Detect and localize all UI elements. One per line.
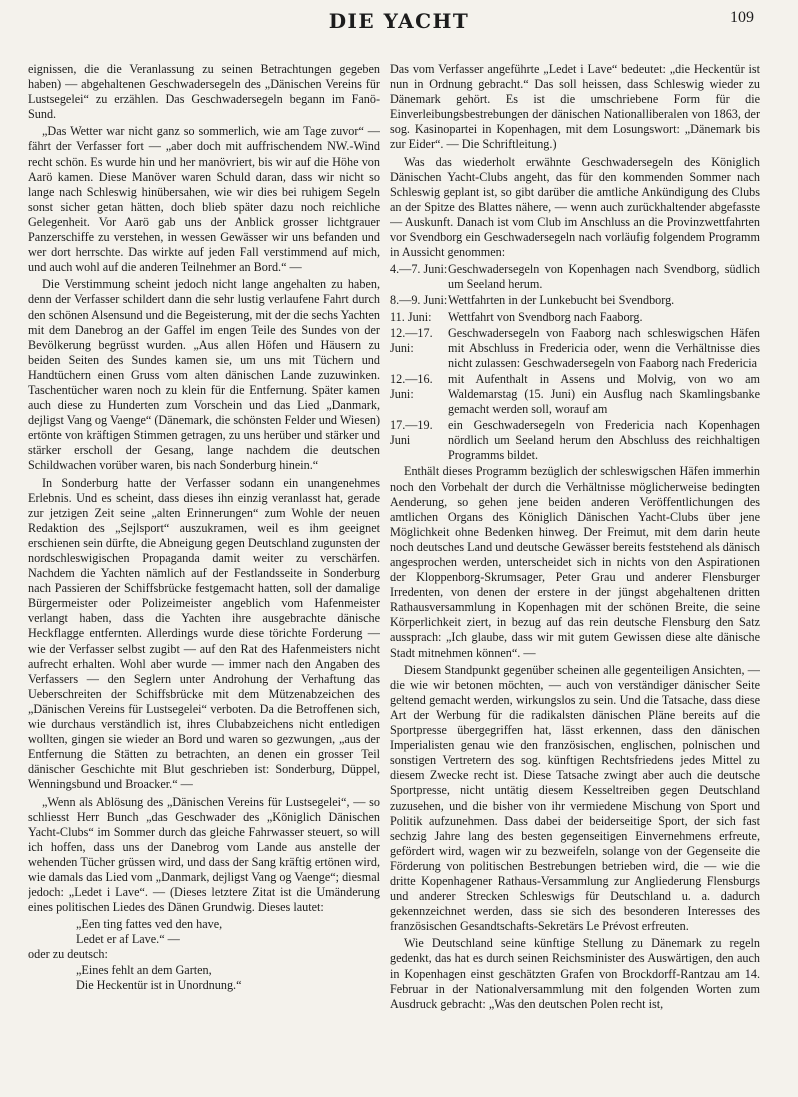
programme-text: Geschwadersegeln von Faaborg nach schleswigschen Häfen mit Abschluss in Fredericia oder, wenn die Verhältnisse dies nicht zulassen: Geschwadersegeln von Faaborg nach Fredericia bbox=[448, 325, 760, 370]
page-number: 109 bbox=[730, 9, 754, 26]
verse-line: „Een ting fattes ved den have, bbox=[76, 917, 223, 932]
programme-text: Wettfahrt von Svendborg nach Faaborg. bbox=[448, 309, 643, 324]
programme-date: 12.—16. Juni: bbox=[390, 371, 433, 401]
verse-line: „Eines fehlt an dem Garten, bbox=[76, 962, 212, 977]
programme-text: Wettfahrten in der Lunkebucht bei Svendborg. bbox=[448, 293, 675, 308]
programme-item bbox=[390, 262, 760, 292]
paragraph: Wie Deutschland seine künftige Stellung zu Dänemark zu regeln gedenkt, das hat es durch seinen Reichsminister des Auswärtigen, den auch in Kopenhagen einst geschätzten Grafen von Brockdorff-Rantzau am 14. Februar in der Nationalversammlung mit den folgenden Worten zum Ausdruck gebracht: „Was den deutschen Polen recht ist, bbox=[390, 936, 760, 1011]
left-column bbox=[28, 62, 380, 1083]
paragraph: In Sonderburg hatte der Verfasser sodann ein unangenehmes Erlebnis. Und es scheint, dass dieses ihn einzig veranlasst hat, gerade zur jetzigen Zeit seine „alten Erinnerungen“ zum Wohle der neuen Redaktion des „Sejlsport“ auszukramen, weil es ihm geeignet erschienen sein dürfte, die Abneigung gegen Deutschland zugunsten der nordschleswigischen Propaganda damit weiter zu verschärfen. Nachdem die Yachten nämlich auf der Festlandsseite in Sonderburg nach Passieren der Schiffsbrücke festgemacht hatten, soll der damalige Bürgermeister oder Polizeimeister angeblich vom Hafenmeister verlangt haben, dass die Yachten ihre ausgebrachte dänische Heckflagge entfernten. Allerdings wurde diese törichte Forderung — wie der Verfasser selbst zugibt — auf den Rat des Hafenmeisters nicht aufrecht erhalten. Wohl aber wurde — immer nach den Angaben des Verfassers — den Seglern unter Androhung der Verhaftung das Ueberschreiten der Schiffsbrücke mit dem Mützenabzeichen des „Dänischen Vereins für Lustsegelei“ verboten. Da die Betroffenen sich, wie durchaus verständlich ist, ihres Clubabzeichens nicht entledigen wollten, gingen sie wieder an Bord und waren so gezwungen, „aus der Entfernung die Stätten zu betrachten, an denen ein grosser Teil dänischer Geschichte mit Blut geschrieben ist: Sonderburg, Düppel, Wenningsbund und Broacker.“ — bbox=[28, 475, 380, 792]
paragraph: Enthält dieses Programm bezüglich der schleswigschen Häfen immerhin noch den Vorbehalt der durch die Verhältnisse möglicherweise bedingten Aenderung, so gehen jene beiden anderen Veröffentlichungen des amtlichen Organs des Königlich Dänischen Yacht-Clubs über jene Möglichkeit ohne Bedenken hinweg. Der Freimut, mit dem darin heute noch deutsches Land und deutsche Gewässer bereits feststehend als dänisch angesprochen werden, unterscheidet sich in nichts von den Aspirationen der Kloppenborg-Skrumsager, Peter Grau und anderer Flensburger Irredenten, von denen der erstere in der jüngst abgehaltenen dritten Rathausversammlung in Kopenhagen mit der schönen Breite, die seine Körperlichkeit ziert, in bezug auf das rein deutsche Flensburg den Satz aussprach: „Ich glaube, dass wir mit gutem Gewissen diese alte dänische Stadt mitnehmen können“. — bbox=[390, 464, 760, 660]
programme-item bbox=[390, 372, 760, 417]
programme-date: 8.—9. Juni: bbox=[390, 293, 448, 308]
paragraph: Diesem Standpunkt gegenüber scheinen alle gegenteiligen Ansichten, — die wie wir betonen möchten, — auch von verständiger dänischer Seite geltend gemacht werden, wirkungslos zu sein. Und die Tatsache, dass diese Art der Werbung für die radikalsten dänischen Pläne bereits auf die Sportpresse übergegriffen hat, lässt erkennen, dass den dänischen Imperialisten genau wie den französischen, englischen, polnischen und sonstigen Vertretern des sog. künftigen Rechtsfriedens jedes Mittel zu diesem Zwecke recht ist. Diese Tatsache zwingt aber auch die deutsche Sportpresse, nicht untätig diesem Kesseltreiben gegen Deutschland zuzusehen, und die bisher von ihr vermiedene Mischung von Sport und Politik aufzunehmen. Dass dabei der beiderseitige Sport, der sich fast sechzig Jahre lang des besten gegenseitigen Einvernehmens erfreute, gefördert wird, wagen wir zu bezweifeln, solange von der Gegenseite die Förderung von politischen Bestrebungen betrieben wird, die — wie die dritte Kopenhagener Rathaus-Versammlung zur Angliederung Flensburgs und anderer Strecken Schleswigs für Deutschland u. a. dadurch gekennzeichnet werden, dass sie sich des besonderen Interesses des französischen Gesandtschafts-Sekretärs Le Prévost erfreuten. bbox=[390, 662, 760, 934]
journal-title: DIE YACHT bbox=[328, 9, 470, 33]
programme-text: Geschwadersegeln von Kopenhagen nach Svendborg, südlich um Seeland herum. bbox=[448, 262, 760, 292]
programme-date: 17.—19. Juni bbox=[390, 418, 433, 448]
paragraph: Die Verstimmung scheint jedoch nicht lange angehalten zu haben, denn der Verfasser schildert dann die sehr lustig verlaufene Fahrt durch den schönen Alsensund und die Begeisterung, mit der die sechs Yachten mit dem Danebrog an der Gaffel im engen Teile des Sundes von der Bevölkerung begrüsst wurden. „Aus allen Höfen und Häusern zu beiden Seiten des Sundes kamen sie, um uns mit Tüchern und Handtüchern einen Gruss vom alten dänischen Lande zuzuwinken. Taschentücher waren noch zu klein für die Entfernung. Später kamen auch diese zu Hunderten zum Vorschein und das Lied „Danmark, dejligst Vang og Vaenge“ (Dänemark, die schönsten Felder und Wiesen) ertönte von kräftigen Stimmen getragen, zu uns herüber und stärker und stärker erscholl der Gesang, lange nachdem die deutschen Schildwachen vorüber waren, bis nach Sonderburg hinein.“ bbox=[28, 277, 380, 473]
verse-line: Die Heckentür ist in Unordnung.“ bbox=[76, 977, 242, 992]
paragraph: „Das Wetter war nicht ganz so sommerlich, wie am Tage zuvor“ — fährt der Verfasser fort — „aber doch mit auffrischendem NW.-Wind recht schön. Es wurde hin und her manövriert, bis wir auf die Höhe von Aarö kamen. Diese Manöver waren Schuld daran, dass wir nicht so lange nach Schleswig hinübersahen, wie wir dies bei ruhigem Segeln sonst sicher getan hätten, doch blieb später dazu noch reichliche Gelegenheit. Vor Aarö gab uns der Anblick grosser lichtgrauer Panzerschiffe zu verstehen, in wessen Gewässer wir uns befanden und wer dort herrschte. Das wirkte auf jeden Fall verstimmend auf mich, und auch wohl auf die anderen Teilnehmer an Bord.“ — bbox=[28, 124, 380, 275]
verse-intro: oder zu deutsch: bbox=[28, 947, 108, 962]
programme-item bbox=[390, 293, 760, 308]
programme-item bbox=[390, 326, 760, 371]
programme-item bbox=[390, 310, 760, 325]
page-header bbox=[0, 0, 798, 50]
programme-date: 12.—17. Juni: bbox=[390, 325, 433, 355]
verse-line: Ledet er af Lave.“ — bbox=[76, 932, 180, 947]
programme-text: ein Geschwadersegeln von Fredericia nach Kopenhagen nördlich um Seeland herum den Abschluss des reichhaltigen Programms bildet. bbox=[448, 418, 760, 463]
paragraph: Das vom Verfasser angeführte „Ledet i Lave“ bedeutet: „die Heckentür ist nun in Ordnung gebracht.“ Das soll heissen, dass Schleswig wieder zu Dänemark gehört. Es ist die umschriebene Form für die Einverleibungsbestrebungen der dänischen Nationalliberalen von 1863, der sog. Kasinopartei in Kopenhagen, mit dem Losungswort: „Dänemark bis zur Eider“. — Die Schriftleitung.) bbox=[390, 62, 760, 152]
programme-date: 11. Juni: bbox=[390, 309, 432, 324]
programme-date: 4.—7. Juni: bbox=[390, 262, 448, 277]
programme-list bbox=[390, 262, 760, 463]
programme-text: mit Aufenthalt in Assens und Molvig, von wo am Waldemarstag (15. Juni) ein Ausflug nach Skamlingsbanke gemacht werden soll, worauf am bbox=[448, 371, 760, 417]
paragraph: Was das wiederholt erwähnte Geschwadersegeln des Königlich Dänischen Yacht-Clubs angeht, das für den kommenden Sommer nach Schleswig geplant ist, so gibt darüber die amtliche Ankündigung des Clubs an der Spitze des Blattes nähere, — wenn auch zurückhaltender abgefasste — Auskunft. Danach ist vom Club im Anschluss an die Provinzwettfahrten vor Svendborg ein Geschwadersegeln nach vorläufig folgendem Programm in Aussicht genommen: bbox=[390, 154, 760, 260]
right-column bbox=[390, 62, 760, 1083]
programme-item bbox=[390, 418, 760, 463]
paragraph: „Wenn als Ablösung des „Dänischen Vereins für Lustsegelei“, — so schliesst Herr Bunch „das Geschwader des „Königlich Dänischen Yacht-Clubs“ im Sommer durch das gleiche Fahrwasser steuert, so will ich hoffen, dass uns der Danebrog vom Lande aus anstelle der wehenden Tücher grüssen wird, und dass der Sang kräftig ertönen wird, wie damals das Lied vom „Danmark, dejligst Vang og Vaenge“; diesmal jedoch: „Ledet i Lave“. — (Dieses letztere Zitat ist die Umänderung eines politischen Liedes des Dänen Grundwig. Dieses lautet: bbox=[28, 794, 380, 915]
paragraph: eignissen, die die Veranlassung zu seinen Betrachtungen gegeben haben) — abgehaltenen Geschwadersegeln des „Dänischen Vereins für Lustsegelei“ zu erzählen. Das Geschwadersegeln begann im Fanö-Sund. bbox=[28, 62, 380, 122]
